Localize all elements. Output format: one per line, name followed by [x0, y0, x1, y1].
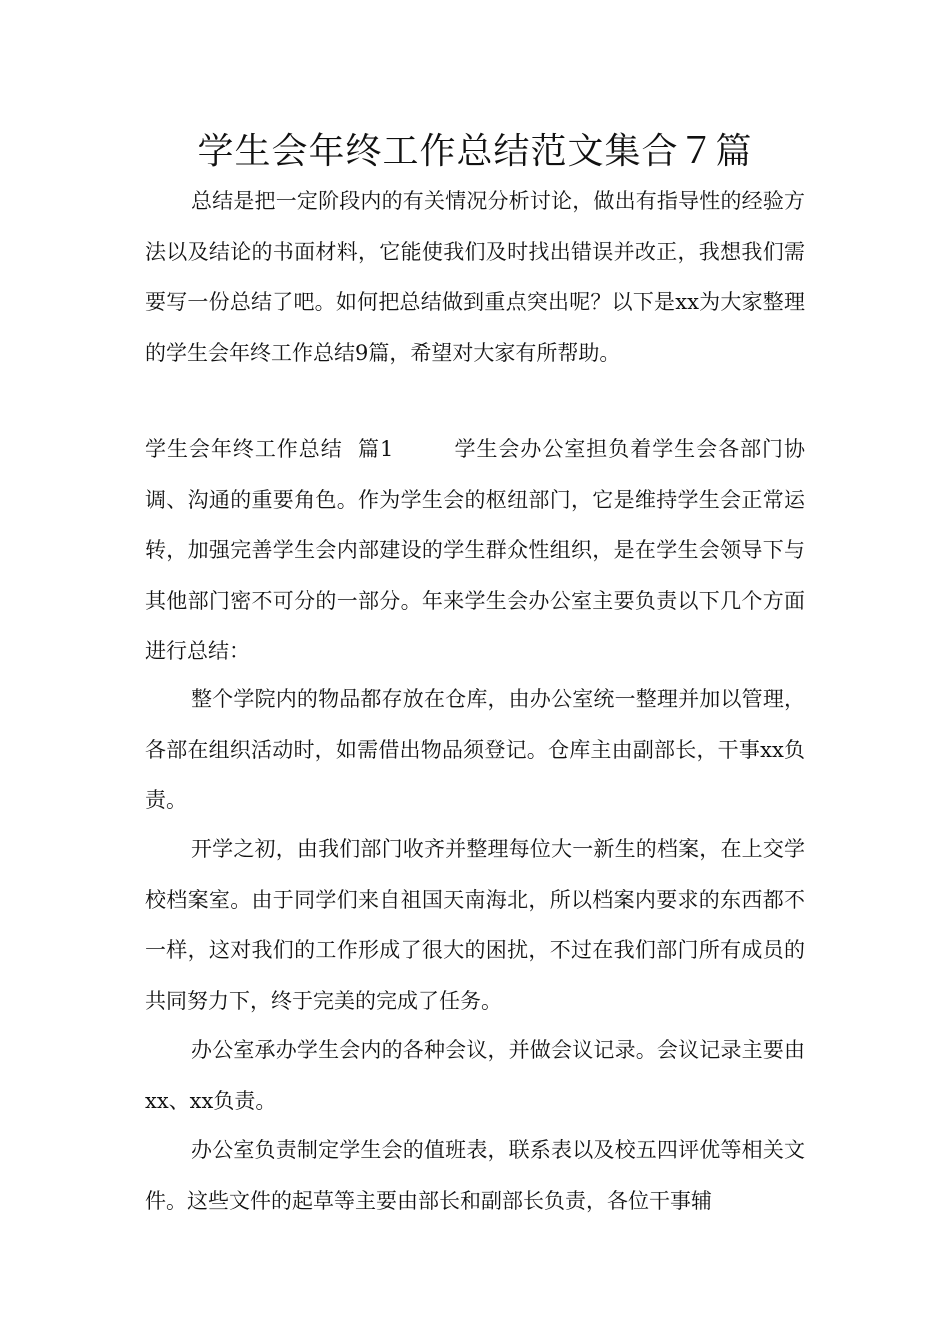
section-1-opening: [145, 424, 805, 677]
section-1-spacer: [393, 437, 454, 461]
section-1-first-paragraph: 学生会办公室担负着学生会各部门协调、沟通的重要角色。作为学生会的枢纽部门，它是维持学生会正常运转，加强完善学生会内部建设的学生群众性组织，是在学生会领导下与其他部门密不可分的一部分。年来学生会办公室主要负责以下几个方面进行总结：: [145, 437, 806, 663]
document-title: 学生会年终工作总结范文集合７篇: [197, 131, 753, 172]
paragraph-duty-roster: 办公室负责制定学生会的值班表，联系表以及校五四评优等相关文件。这些文件的起草等主要由部长和副部长负责，各位干事辅: [145, 1138, 805, 1213]
intro-paragraph: 总结是把一定阶段内的有关情况分析讨论，做出有指导性的经验方法以及结论的书面材料，它能使我们及时找出错误并改正，我想我们需要写一份总结了吧。如何把总结做到重点突出呢？以下是xx为大家整理的学生会年终工作总结9篇，希望对大家有所帮助。: [145, 189, 805, 365]
paragraph-archives: 开学之初，由我们部门收齐并整理每位大一新生的档案，在上交学校档案室。由于同学们来自祖国天南海北，所以档案内要求的东西都不一样，这对我们的工作形成了很大的困扰，不过在我们部门所有成员的共同努力下，终于完美的完成了任务。: [145, 837, 805, 1013]
paragraph-warehouse: 整个学院内的物品都存放在仓库，由办公室统一整理并加以管理，各部在组织活动时，如需借出物品须登记。仓库主由副部长，干事xx负责。: [145, 687, 805, 812]
paragraph-meetings: 办公室承办学生会内的各种会议，并做会议记录。会议记录主要由xx、xx负责。: [145, 1038, 805, 1113]
section-1-heading: 学生会年终工作总结 篇1: [145, 437, 394, 461]
